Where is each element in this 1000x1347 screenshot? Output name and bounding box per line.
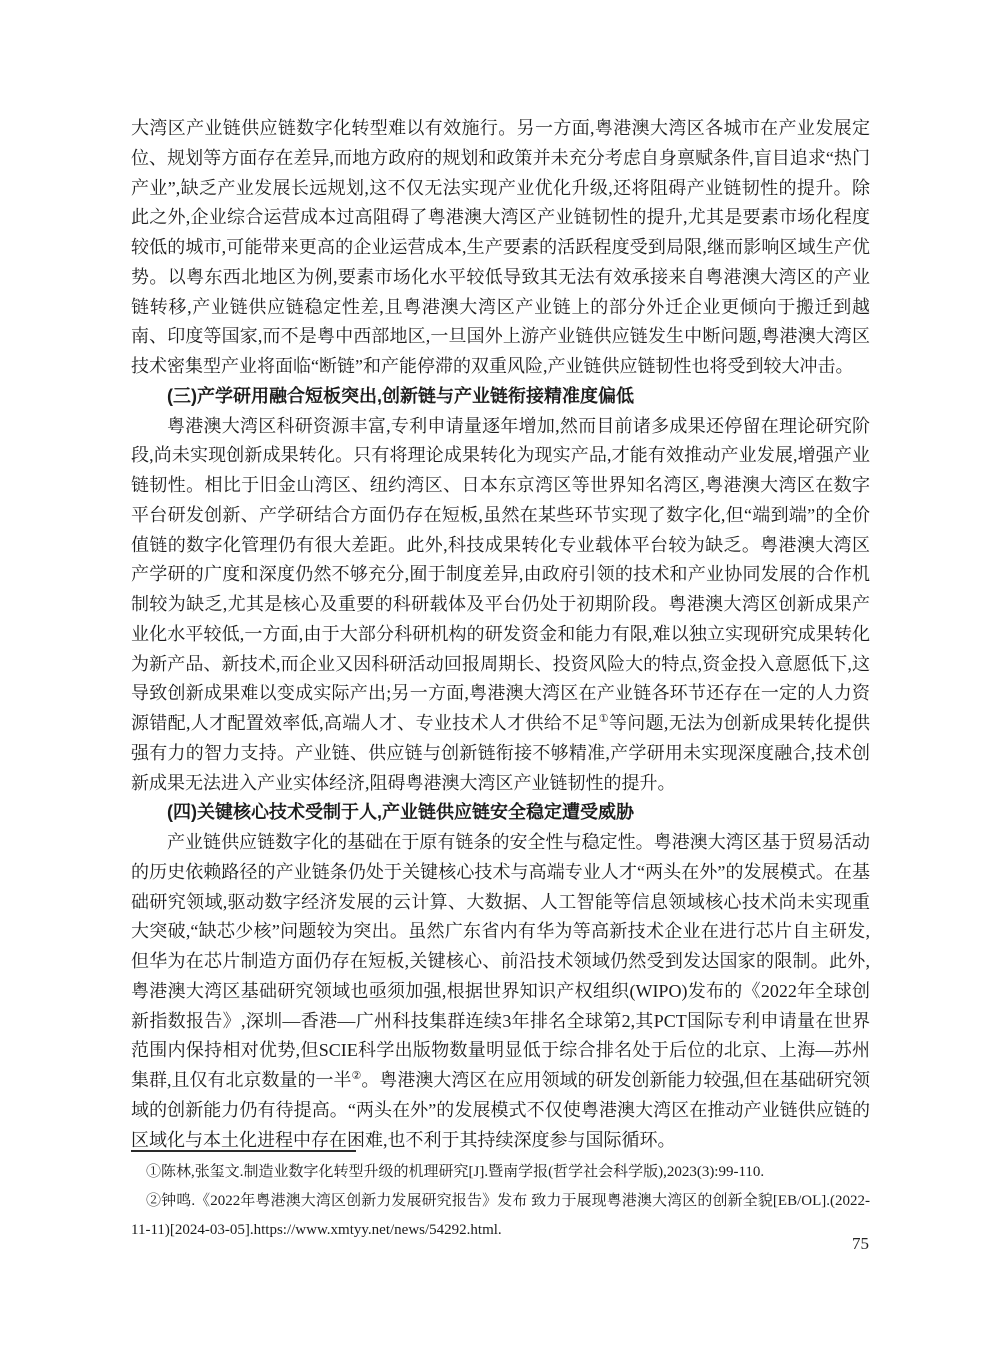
paragraph-section-three xyxy=(131,412,870,799)
paragraph-text: 等问题,无法为创新成果转化提供强有力的智力支持。产业链、供应链与创新链衔接不够精准,产学研用未实现深度融合,技术创新成果无法进入产业实体经济,阻碍粤港澳大湾区产业链韧性的提升。 xyxy=(131,713,870,793)
footnote-ref-2: ② xyxy=(351,1070,362,1082)
footnote-2: ②钟鸣.《2022年粤港澳大湾区创新力发展研究报告》发布 致力于展现粤港澳大湾区的创新全貌[EB/OL].(2022-11-11)[2024-03-05].https://www.xmtyy.net/news/54292.html. xyxy=(131,1193,870,1238)
paragraph-text: 大湾区产业链供应链数字化转型难以有效施行。另一方面,粤港澳大湾区各城市在产业发展定位、规划等方面存在差异,而地方政府的规划和政策并未充分考虑自身禀赋条件,盲目追求“热门产业”,缺乏产业发展长远规划,这不仅无法实现产业优化升级,还将阻碍产业链韧性的提升。除此之外,企业综合运营成本过高阻碍了粤港澳大湾区产业链韧性的提升,尤其是要素市场化程度较低的城市,可能带来更高的企业运营成本,生产要素的活跃程度受到局限,继而影响区域生产优势。以粤东西北地区为例,要素市场化水平较低导致其无法有效承接来自粤港澳大湾区的产业链转移,产业链供应链稳定性差,且粤港澳大湾区产业链上的部分外迁企业更倾向于搬迁到越南、印度等国家,而不是粤中西部地区,一旦国外上游产业链供应链发生中断问题,粤港澳大湾区技术密集型产业将面临“断链”和产能停滞的双重风险,产业链供应链韧性也将受到较大冲击。 xyxy=(131,118,870,376)
section-heading-four: (四)关键核心技术受制于人,产业链供应链安全稳定遭受威胁 xyxy=(167,802,634,823)
page-number: 75 xyxy=(852,1234,869,1253)
section-heading-three: (三)产学研用融合短板突出,创新链与产业链衔接精准度偏低 xyxy=(167,385,634,406)
article-body xyxy=(131,114,870,1155)
footnotes-section xyxy=(131,1150,870,1245)
footnote-ref-1: ① xyxy=(598,713,609,725)
paragraph-continuation xyxy=(131,114,870,382)
paragraph-section-four xyxy=(131,828,870,1155)
paragraph-text: 粤港澳大湾区科研资源丰富,专利申请量逐年增加,然而目前诸多成果还停留在理论研究阶段,尚未实现创新成果转化。只有将理论成果转化为现实产品,才能有效推动产业发展,增强产业链韧性。相比于旧金山湾区、纽约湾区、日本东京湾区等世界知名湾区,粤港澳大湾区在数字平台研发创新、产学研结合方面仍存在短板,虽然在某些环节实现了数字化,但“端到端”的全价值链的数字化管理仍有很大差距。此外,科技成果转化专业载体平台较为缺乏。粤港澳大湾区产学研的广度和深度仍然不够充分,囿于制度差异,由政府引领的技术和产业协同发展的合作机制较为缺乏,尤其是核心及重要的科研载体及平台仍处于初期阶段。粤港澳大湾区创新成果产业化水平较低,一方面,由于大部分科研机构的研发资金和能力有限,难以独立实现研究成果转化为新产品、新技术,而企业又因科研活动回报周期长、投资风险大的特点,资金投入意愿低下,这导致创新成果难以变成实际产出;另一方面,粤港澳大湾区在产业链各环节还存在一定的人力资源错配,人才配置效率低,高端人才、专业技术人才供给不足 xyxy=(131,415,870,733)
footnote-1: ①陈林,张玺文.制造业数字化转型升级的机理研究[J].暨南学报(哲学社会科学版),2023(3):99-110. xyxy=(146,1164,765,1180)
footnote-divider xyxy=(131,1150,356,1152)
paragraph-text: 。粤港澳大湾区在应用领域的研发创新能力较强,但在基础研究领域的创新能力仍有待提高。“两头在外”的发展模式不仅使粤港澳大湾区在推动产业链供应链的区域化与本土化进程中存在困难,也不利于其持续深度参与国际循环。 xyxy=(131,1070,871,1150)
paragraph-text: 产业链供应链数字化的基础在于原有链条的安全性与稳定性。粤港澳大湾区基于贸易活动的历史依赖路径的产业链条仍处于关键核心技术与高端专业人才“两头在外”的发展模式。在基础研究领域,驱动数字经济发展的云计算、大数据、人工智能等信息领域核心技术尚未实现重大突破,“缺芯少核”问题较为突出。虽然广东省内有华为等高新技术企业在进行芯片自主研发,但华为在芯片制造方面仍存在短板,关键核心、前沿技术领域仍然受到发达国家的限制。此外,粤港澳大湾区基础研究领域也亟须加强,根据世界知识产权组织(WIPO)发布的《2022年全球创新指数报告》,深圳—香港—广州科技集群连续3年排名全球第2,其PCT国际专利申请量在世界范围内保持相对优势,但SCIE科学出版物数量明显低于综合排名处于后位的北京、上海—苏州集群,且仅有北京数量的一半 xyxy=(131,832,870,1090)
